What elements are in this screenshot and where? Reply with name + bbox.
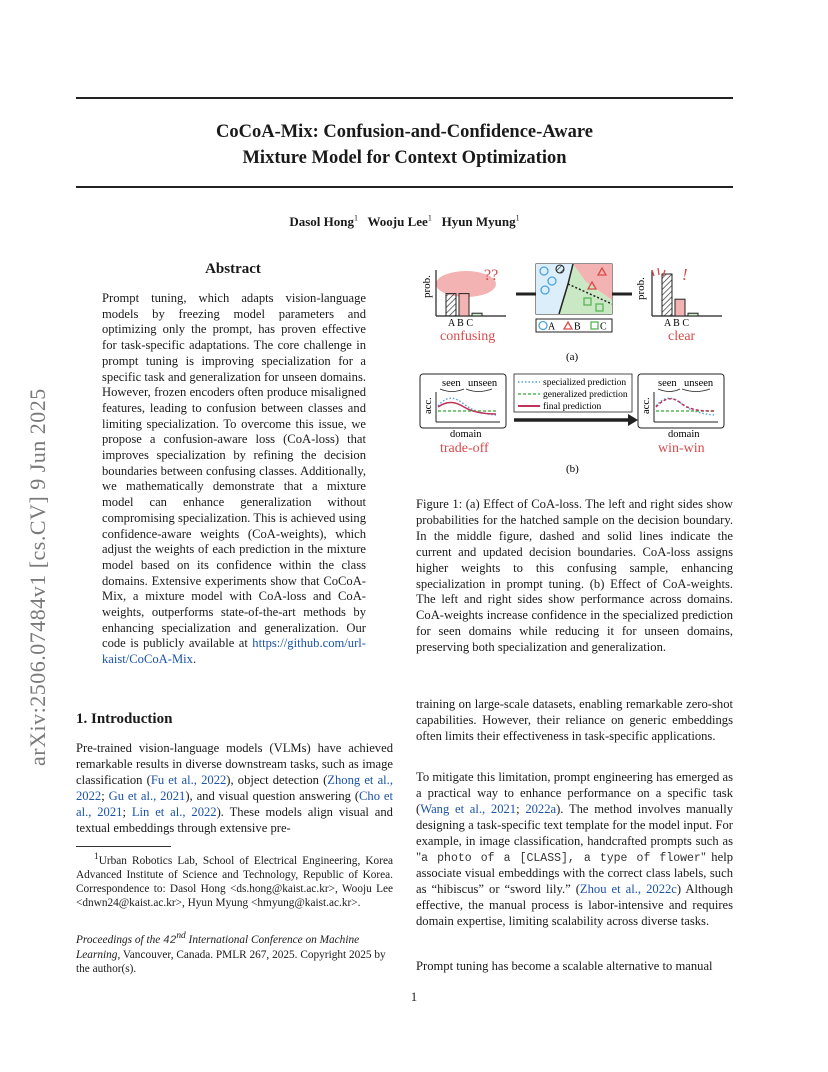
intro-heading: 1. Introduction xyxy=(76,711,173,727)
right-seen-label: seen xyxy=(658,378,677,389)
legend-c-label: C xyxy=(600,321,607,333)
paper-title xyxy=(76,119,733,171)
right-acc-label: acc. xyxy=(641,397,652,414)
left-domain-label: domain xyxy=(450,429,482,440)
code-link[interactable]: https://github.com/url-kaist/CoCoA-Mix xyxy=(102,636,366,667)
left-prob-axis-label: prob. xyxy=(421,275,433,298)
prob-bar xyxy=(688,313,698,316)
left-acc-label: acc. xyxy=(423,397,434,414)
confusing-sample xyxy=(556,265,564,273)
subfigure-a-label: (a) xyxy=(566,351,579,363)
legend-specialized-label: specialized prediction xyxy=(543,378,627,388)
figure-1-caption: Figure 1: (a) Effect of CoA-loss. The left and right sides show probabilities for the hatched sample on the decision boundary. In the middle figure, dashed and solid lines indicate the current and updated decision boundaries. CoA-loss assigns higher weights to this confusing sample, enhancing specialization in prompt tuning. (b) Effect of CoA-weights. The left and right sides show performance across domains. CoA-weights increase confidence in the specialized prediction for seen domains while reducing it for unseen domains, preserving both specialization and generalization. xyxy=(416,497,733,655)
right-tag-clear: clear xyxy=(668,329,696,344)
question-marks: ?? xyxy=(484,267,499,284)
right-prob-axis-label: prob. xyxy=(635,277,647,300)
citation-link[interactable]: Fu et al., 2022 xyxy=(150,772,227,787)
prob-bar xyxy=(675,299,685,316)
citation-link[interactable]: Cho et al., 2021 xyxy=(76,788,394,819)
right-domain-label: domain xyxy=(668,429,700,440)
author: Hyun Myung$^1$ xyxy=(441,214,520,230)
title-line-1: CoCoA-Mix: Confusion-and-Confidence-Aware xyxy=(215,122,593,142)
right-tag-winwin: win-win xyxy=(658,441,705,456)
right-unseen-label: unseen xyxy=(684,378,714,389)
prob-bar xyxy=(446,294,456,316)
intro-paragraph-prompt-engineering: To mitigate this limitation, prompt engineering has emerged as a practical way to enhance performance on a specific task (Wang et al., 2021; 2022a). The method involves manually designing a task-specific text template for the model input. For example, in image classification, handcrafted prompts such as "a photo of a [CLASS], a type of flower" help associate visual embeddings with the correct class labels, such as “hibiscus” or “sword lily.” (Zhou et al., 2022c) Although effective, the manual process is labor-intensive and requires domain expertise, limiting scalability across diverse tasks. xyxy=(416,770,734,929)
author-list xyxy=(76,214,733,230)
title-bottom-rule xyxy=(76,186,733,188)
left-tag-tradeoff: trade-off xyxy=(440,441,489,456)
figure-1b xyxy=(420,374,724,475)
emphasis-marks xyxy=(652,268,665,276)
citation-link[interactable]: Lin et al., 2022 xyxy=(131,804,217,819)
prob-bar xyxy=(459,294,469,316)
right-prob-bars xyxy=(662,274,698,316)
author: Dasol Hong$^1$ xyxy=(289,214,358,230)
left-prob-bars xyxy=(446,294,482,316)
prompt-template-code: a photo of a [CLASS], a type of flower xyxy=(421,851,701,865)
legend-a-label: A xyxy=(548,321,556,333)
intro-paragraph-continued: training on large-scale datasets, enabling remarkable zero-shot capabilities. However, their reliance on generic embeddings often limits their effectiveness in task-specific applications. xyxy=(416,697,733,743)
citation-link[interactable]: 2022a xyxy=(525,801,557,816)
left-x-ticks: A B C xyxy=(448,318,474,329)
legend-b-label: B xyxy=(574,321,581,333)
exclamation-mark: ! xyxy=(682,265,688,284)
footnote-rule xyxy=(76,846,171,847)
author: Wooju Lee$^1$ xyxy=(367,214,432,230)
citation-link[interactable]: Gu et al., 2021 xyxy=(108,788,186,803)
left-unseen-label: unseen xyxy=(468,378,498,389)
intro-paragraph-prompt-tuning: Prompt tuning has become a scalable alternative to manual xyxy=(416,959,713,973)
abstract-text: Prompt tuning, which adapts vision-language models by freezing model parameters and optimizing only the prompt, has proven effective for task-specific adaptations. The core challenge in prompt tuning is improving specialization for a specific task and generalization for unseen domains. However, frozen encoders often produce misaligned features, leading to confusion between classes and limiting specialization. To overcome this issue, we propose a confusion-aware loss (CoA-loss) that improves specialization by refining the decision boundaries between confusing classes. Additionally, we mathematically demonstrate that a mixture model can enhance generalization without compromising specialization. This is achieved using confidence-aware weights (CoA-weights), which adjust the weights of each prediction in the mixture model based on its confidence within the class domains. Extensive experiments show that CoCoA-Mix, a mixture model with CoA-loss and CoA-weights, outperforms state-of-the-art methods by enhancing specialization and generalization. Our code is publicly available at https://github.com/url-kaist/CoCoA-Mix. xyxy=(102,291,366,667)
arxiv-identifier: arXiv:2506.07484v1 [cs.CV] 9 Jun 2025 xyxy=(25,388,50,766)
page-number: 1 xyxy=(410,990,418,1004)
arrow-head xyxy=(628,414,638,426)
left-tag-confusing: confusing xyxy=(440,329,496,344)
subfigure-b-label: (b) xyxy=(566,463,579,475)
right-x-ticks: A B C xyxy=(664,318,690,329)
intro-paragraph: Pre-trained vision-language models (VLMs) have achieved remarkable results in diverse downstream tasks, such as image classification (Fu et al., 2022), object detection (Zhong et al., 2022; Gu et al., 2021), and visual question answering (Cho et al., 2021; Lin et al., 2022). These models align visual and textual embeddings through extensive pre- xyxy=(76,741,394,835)
figure-1a xyxy=(421,264,722,363)
citation-link[interactable]: Zhong et al., 2022 xyxy=(76,772,393,803)
prob-bar xyxy=(662,274,672,316)
legend-final-label: final prediction xyxy=(543,402,602,412)
left-seen-label: seen xyxy=(442,378,461,389)
proceedings-note: Proceedings of the 42nd International Conference on Machine Learning, Vancouver, Canada. PMLR 267, 2025. Copyright 2025 by the author(s). xyxy=(76,931,386,976)
top-rule xyxy=(76,97,733,99)
prob-bar xyxy=(472,313,482,316)
citation-link[interactable]: Zhou et al., 2022c xyxy=(579,882,677,897)
figure-1 xyxy=(416,258,733,478)
legend-generalized-label: generalized prediction xyxy=(543,390,628,400)
citation-link[interactable]: Wang et al., 2021 xyxy=(420,801,517,816)
title-line-2: Mixture Model for Context Optimization xyxy=(242,148,567,168)
abstract-heading: Abstract xyxy=(205,261,261,277)
affiliation-footnote: $^1$Urban Robotics Lab, School of Electrical Engineering, Korea Advanced Institute of Science and Technology, Republic of Korea. Correspondence to: Dasol Hong <ds.hong@kaist.ac.kr>, Wooju Lee <dnwn24@kaist.ac.kr>, Hyun Myung <hmyung@kaist.ac.kr>. xyxy=(76,852,393,910)
